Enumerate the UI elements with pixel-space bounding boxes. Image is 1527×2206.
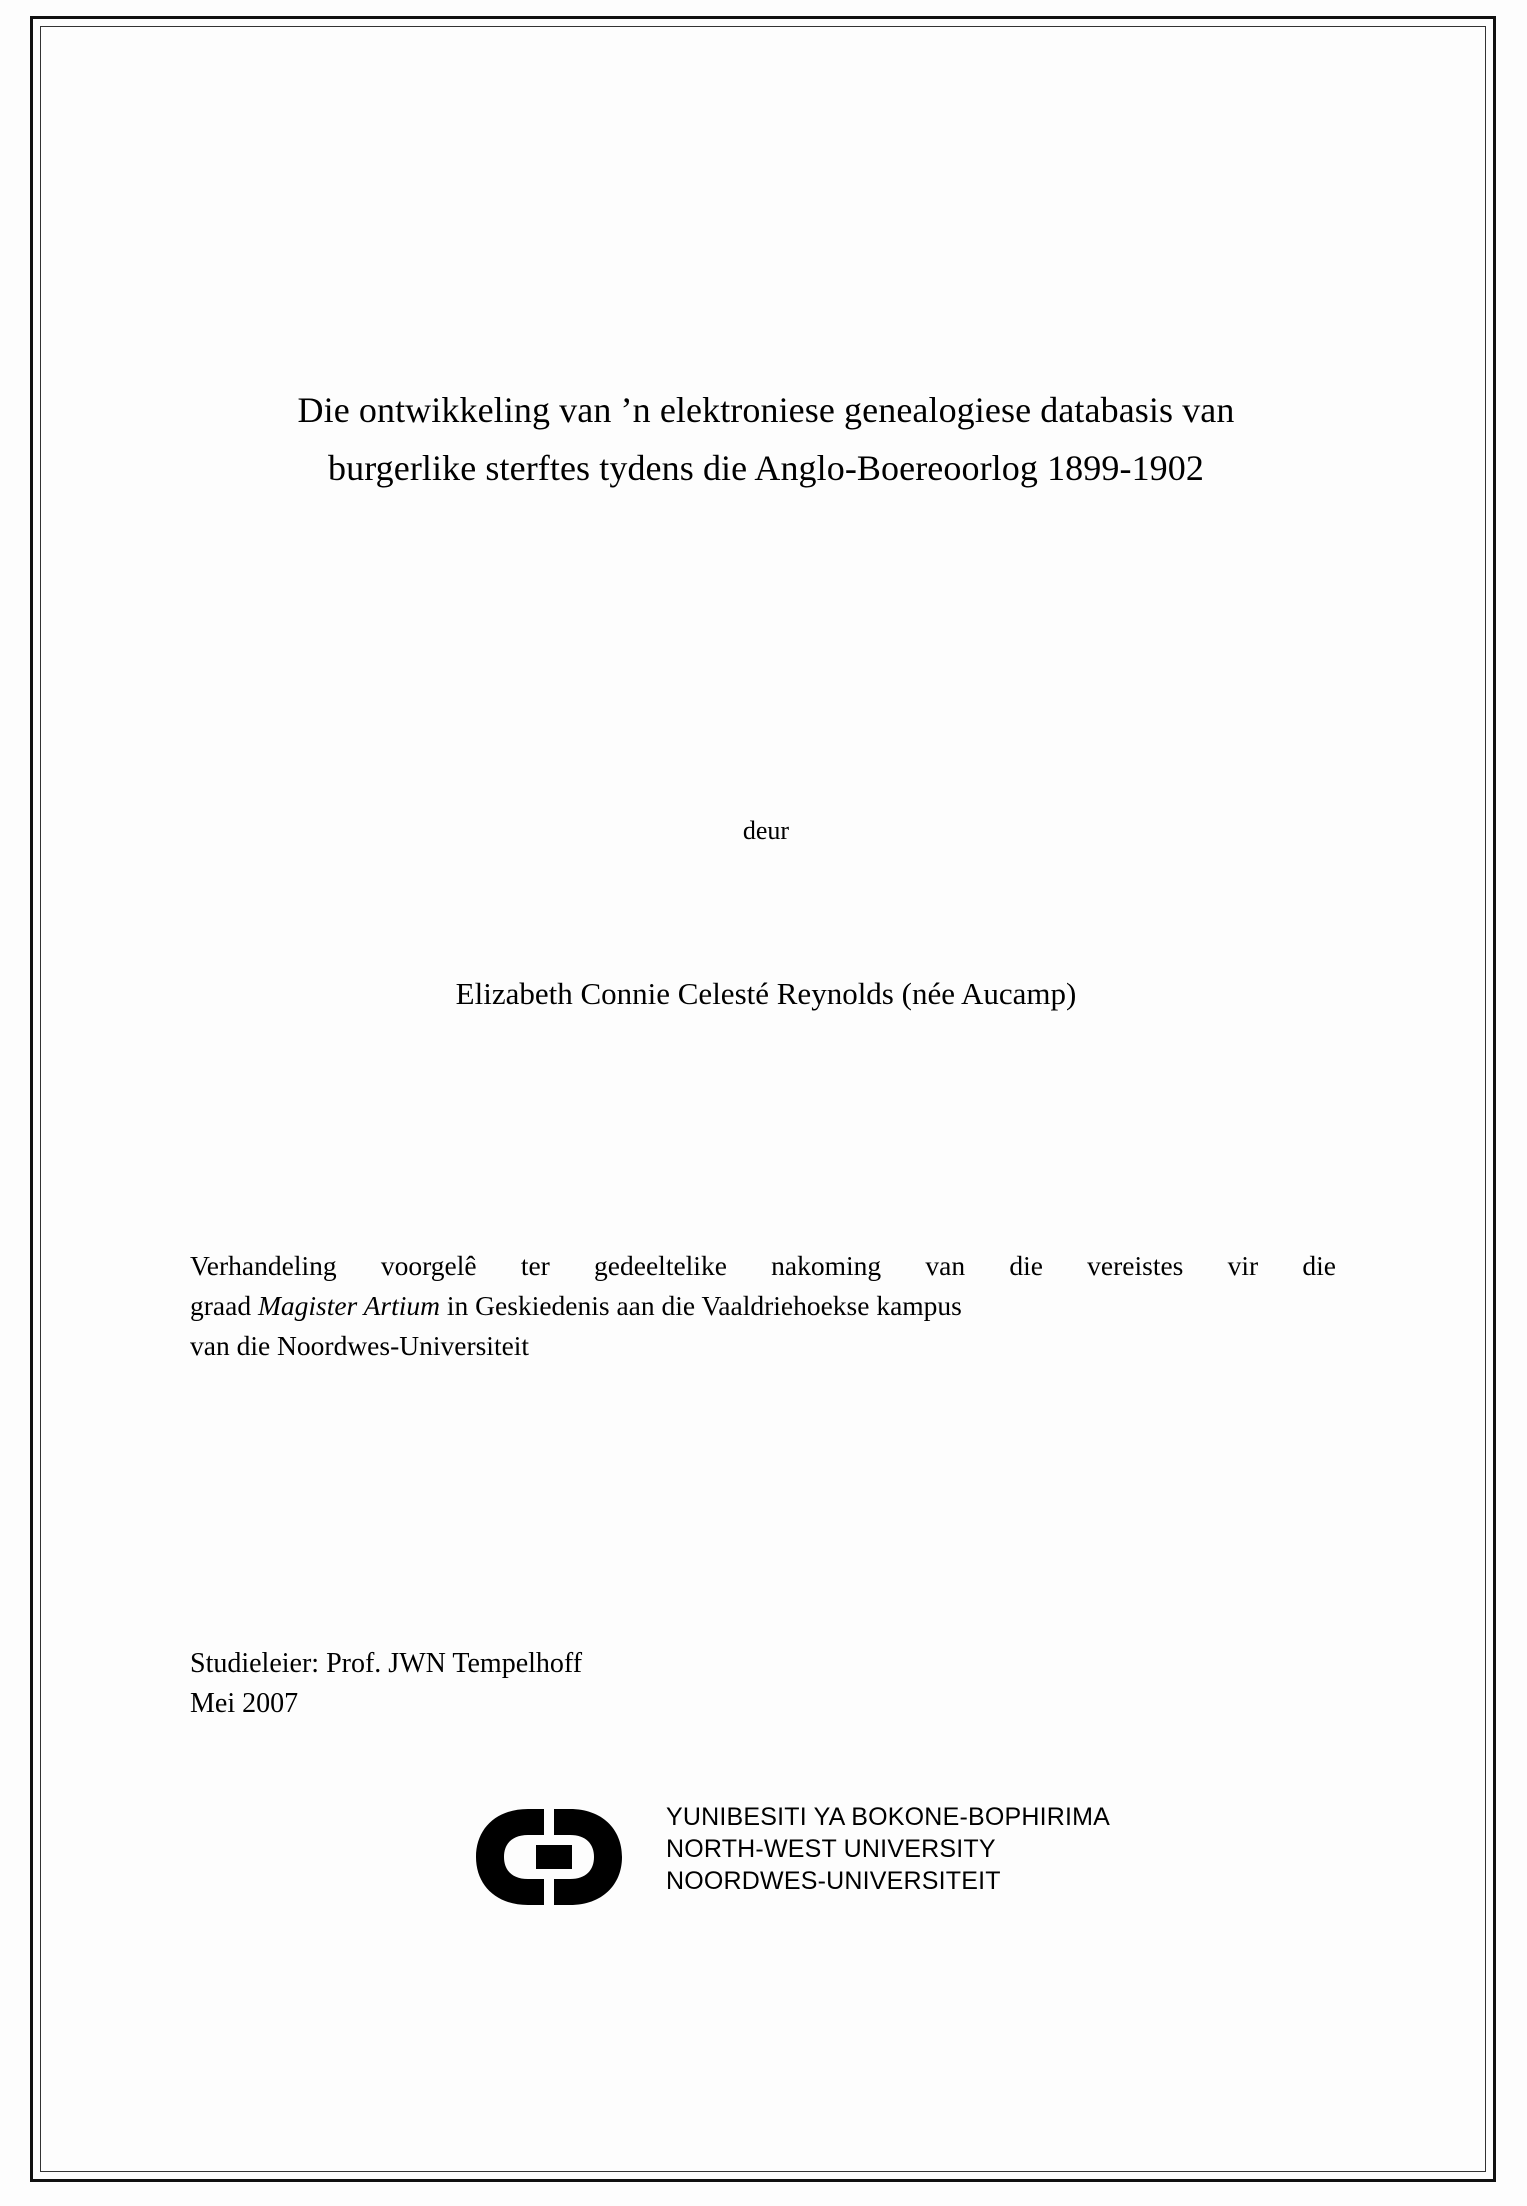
logo-text-line-1: YUNIBESITI YA BOKONE-BOPHIRIMA (666, 1803, 1111, 1831)
statement-line-2-post: in Geskiedenis aan die Vaaldriehoekse kampus (440, 1289, 962, 1321)
university-logo (470, 1801, 1111, 1921)
nwu-logo-icon (470, 1805, 656, 1909)
degree-name: Magister Artium (257, 1289, 441, 1321)
university-logo-text (666, 1801, 1110, 1897)
title-page-content (186, 26, 1346, 2172)
title-line-1: Die ontwikkeling van ’n elektroniese genealogiese databasis van (297, 390, 1235, 430)
author-name: Elizabeth Connie Celesté Reynolds (née Aucamp) (455, 976, 1077, 1011)
logo-text-line-2: NORTH-WEST UNIVERSITY (666, 1835, 996, 1863)
statement-line-2-pre: graad (190, 1289, 258, 1321)
statement-line-2 (190, 1286, 1336, 1326)
title-line-2: burgerlike sterftes tydens die Anglo-Boereoorlog 1899-1902 (328, 448, 1204, 489)
supervisor-name: Studieleier: Prof. JWN Tempelhoff (190, 1648, 583, 1679)
page-title (186, 381, 1346, 498)
degree-statement (190, 1246, 1336, 1366)
submission-date: Mei 2007 (190, 1687, 299, 1719)
supervisor-block (190, 1644, 1090, 1724)
statement-line-3: van die Noordwes-Universiteit (190, 1329, 530, 1361)
statement-line-1: Verhandeling voorgelê ter gedeeltelike nakoming van die vereistes vir die (190, 1250, 1336, 1281)
by-label: deur (742, 816, 790, 845)
logo-text-line-3: NOORDWES-UNIVERSITEIT (666, 1867, 1001, 1895)
